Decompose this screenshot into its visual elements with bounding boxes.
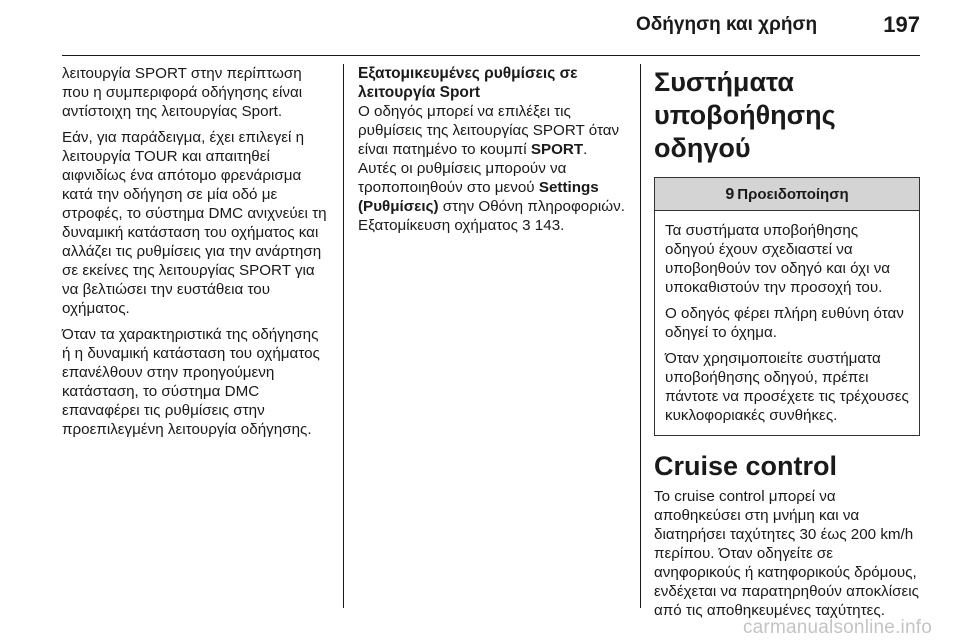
text-run: Ο οδηγός μπορεί να επιλέξει τις ρυθμίσεις της λειτουργίας SPORT όταν είναι πατημένο το κουμπί <box>358 103 620 158</box>
column-divider-right <box>640 64 641 608</box>
warning-body <box>655 211 919 435</box>
warning-paragraph: Τα συστήματα υποβοήθησης οδηγού έχουν σχεδιαστεί να υποβοηθούν τον οδηγό και όχι να υποκαθιστούν την προσοχή του. <box>665 222 891 296</box>
warning-header <box>655 178 919 211</box>
column-1 <box>62 64 330 446</box>
text-run: στην Οθόνη πληροφοριών. Εξατομίκευση οχήματος <box>358 198 625 234</box>
warning-paragraph: Ο οδηγός φέρει πλήρη ευθύνη όταν οδηγεί το όχημα. <box>665 305 904 341</box>
page-reference: 143. <box>530 217 565 234</box>
cruise-control-text: Το cruise control μπορεί να αποθηκεύσει στη μνήμη και να διατηρήσει ταχύτητες 30 έως 200 km/h περίπου. Όταν οδηγείτε σε ανηφορικούς ή κατηφορικούς δρόμους, ενδέχεται να παρατηρηθούν αποκλίσεις από τις αποθηκευμένες ταχύτητες. <box>654 488 919 619</box>
page-number: 197 <box>883 12 920 37</box>
header-rule <box>62 55 920 56</box>
cruise-control-heading: Cruise control <box>654 451 838 481</box>
warning-title: Προειδοποίηση <box>737 186 849 203</box>
paragraph: Εάν, για παράδειγμα, έχει επιλεγεί η λειτουργία TOUR και απαιτηθεί αιφνιδίως ένα απότομο φρενάρισμα κατά την οδήγηση σε μία οδό με στροφές, το σύστημα DMC ανιχνεύει τη δυναμική κατάσταση του οχήματος και αλλάζει τις ρυθμίσεις για την ανάρτηση σε εκείνες της λειτουργίας SPORT για να βελτιώσει την ευστάθεια του οχήματος. <box>62 129 327 317</box>
column-3 <box>654 64 920 627</box>
warning-box <box>654 177 920 436</box>
watermark: carmanualsonline.info <box>742 617 932 638</box>
sport-settings-heading: Εξατομικευμένες ρυθμίσεις σε λειτουργία Sport <box>358 65 578 101</box>
page-header-title: Οδήγηση και χρήση <box>636 14 818 35</box>
text-run: . Αυτές οι ρυθμίσεις μπορούν να τροποποιηθούν στο μενού <box>358 141 588 196</box>
sport-settings-text <box>358 102 630 235</box>
settings-menu-label: Settings (Ρυθμίσεις) <box>358 179 599 215</box>
page-reference-icon: 3 <box>522 217 531 234</box>
driver-assistance-heading: Συστήματα υποβοήθησης οδηγού <box>654 67 836 163</box>
paragraph: λειτουργία SPORT στην περίπτωση που η συμπεριφορά οδήγησης είναι αντίστοιχη της λειτουργίας Sport. <box>62 65 303 120</box>
column-divider-left <box>343 64 344 608</box>
warning-paragraph: Όταν χρησιμοποιείτε συστήματα υποβοήθησης οδηγού, πρέπει πάντοτε να προσέχετε τις τρέχουσες κυκλοφοριακές συνθήκες. <box>665 350 909 424</box>
warning-triangle-icon: 9 <box>725 186 735 203</box>
column-2 <box>358 64 630 242</box>
sport-button-label: SPORT <box>530 141 584 158</box>
paragraph: Όταν τα χαρακτηριστικά της οδήγησης ή η δυναμική κατάσταση του οχήματος επανέλθουν στην προηγούμενη κατάσταση, το σύστημα DMC επαναφέρει τις ρυθμίσεις στην προεπιλεγμένη λειτουργία οδήγησης. <box>62 326 320 438</box>
